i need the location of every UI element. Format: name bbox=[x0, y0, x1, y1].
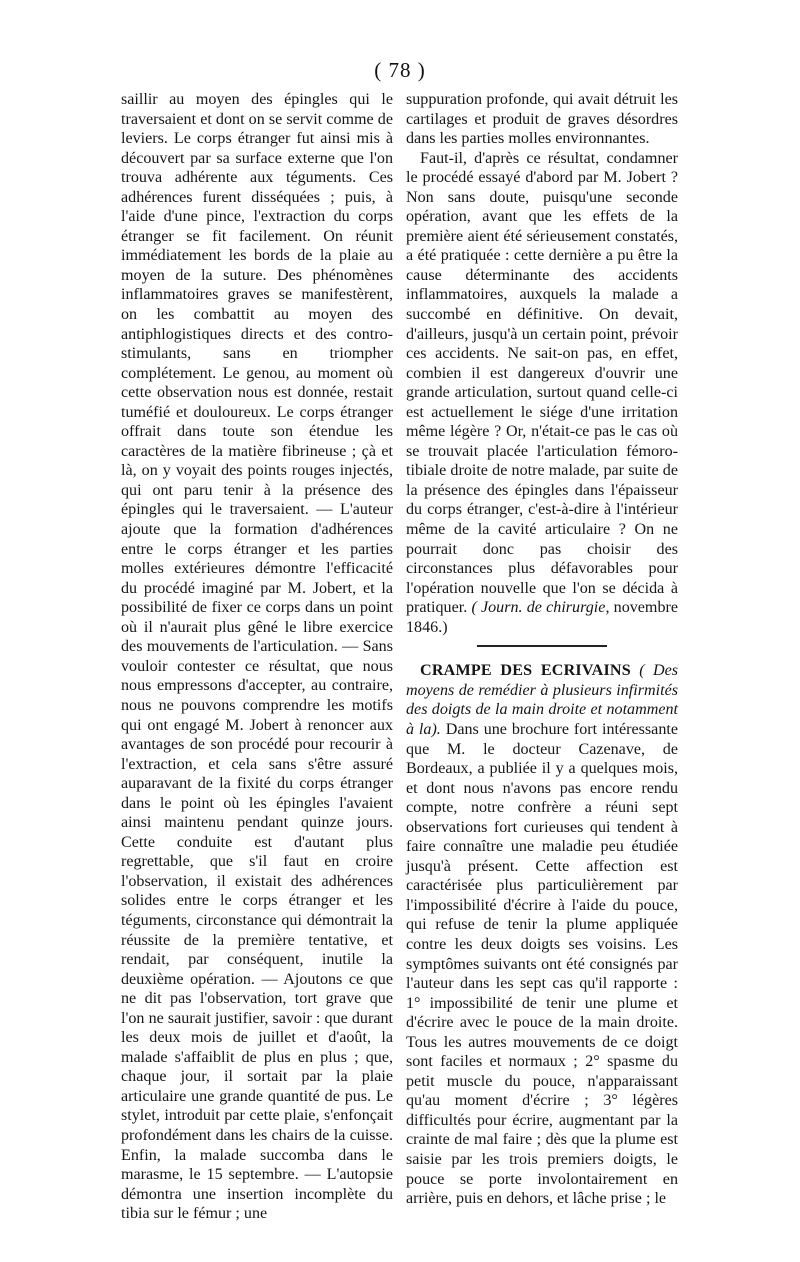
right-column bbox=[406, 90, 678, 1209]
right-paragraph-continuation: suppuration profonde, qui avait détruit les cartilages et produit de graves désordres dans les parties molles environnantes. bbox=[406, 91, 678, 148]
section-divider bbox=[477, 645, 607, 647]
article-subtitle: ( Des moyens de remédier à plusieurs infirmités des doigts de la main droite et notamment à la). bbox=[406, 662, 678, 738]
citation-date: , novembre 1846.) bbox=[406, 599, 679, 636]
article-body: Dans une brochure fort intéressante que M. le docteur Cazenave, de Bordeaux, a publiée il y a quelques mois, et dont nous n'avons pas encore rendu compte, notre confrère a réuni sept observations fort curieuses qui tendent à faire connaître une maladie peu étudiée jusqu'à présent. Cette affection est caractérisée plus particulièrement par l'impossibilité d'écrire à l'aide du pouce, qui refuse de tenir la plume appliquée contre les deux doigts ses voisins. Les symptômes suivants ont été consignés par l'auteur dans les sept cas qu'il rapporte : 1° impossibilité de tenir une plume et d'écrire avec le pouce de la main droite. Tous les autres mouvements de ce doigt sont faciles et normaux ; 2° spasme du petit muscle du pouce, n'apparaissant qu'au moment d'écrire ; 3° légères difficultés pour écrire, augmentant par la crainte de mal faire ; dès que la plume est saisie par les trois premiers doigts, le pouce se porte involontairement en arrière, puis en dehors, et lâche prise ; le bbox=[406, 720, 678, 1208]
article-heading: CRAMPE DES ECRIVAINS bbox=[420, 662, 631, 680]
left-column bbox=[121, 90, 393, 1224]
journal-citation: ( Journ. de chirurgie bbox=[471, 599, 606, 617]
page-number: ( 78 ) bbox=[374, 58, 426, 82]
article-paragraph bbox=[406, 661, 678, 1208]
right-paragraph bbox=[406, 149, 678, 638]
left-paragraph: saillir au moyen des épingles qui le traversaient et dont on se servit comme de leviers. Le corps étranger fut ainsi mis à découvert par sa surface externe que l'on trouva adhérente aux téguments. Ces adhérences furent disséquées ; puis, à l'aide d'une pince, l'extraction du corps étranger se fit facilement. On réunit immédiatement les bords de la plaie au moyen de la suture. Des phénomènes inflammatoires graves se manifestèrent, on les combattit au moyen des antiphlogistiques directs et des contro-stimulants, sans en triompher complétement. Le genou, au moment où cette observation nous est donnée, restait tuméfié et douloureux. Le corps étranger offrait dans toute son étendue les caractères de la matière fibrineuse ; çà et là, on y voyait des points rouges injectés, qui ont paru tenir à la présence des épingles qui le traversaient. — L'auteur ajoute que la formation d'adhérences entre le corps étranger et les parties molles extérieures démontre l'efficacité du procédé imaginé par M. Jobert, et la possibilité de fixer ce corps dans un point où il n'aurait plus gêné le libre exercice des mouvements de l'articulation. — Sans vouloir contester ce résultat, que nous nous empressons d'accepter, au contraire, nous ne pouvons comprendre les motifs qui ont engagé M. Jobert à renoncer aux avantages de son procédé pour recourir à l'extraction, et cela sans s'être assuré auparavant de la fixité du corps étranger dans le point où les épingles l'avaient ainsi maintenu pendant quinze jours. Cette conduite est d'autant plus regrettable, que s'il faut en croire l'observation, il existait des adhérences solides entre le corps étranger et les téguments, circonstance qui démontrait la réussite de la première tentative, et rendait, par conséquent, inutile la deuxième opération. — Ajoutons ce que ne dit pas l'observation, tort grave que l'on ne saurait justifier, savoir : que durant les deux mois de juillet et d'août, la malade s'affaiblit de plus en plus ; que, chaque jour, il sortait par la plaie articulaire une grande quantité de pus. Le stylet, introduit par cette plaie, s'enfonçait profondément dans les chairs de la cuisse. Enfin, la malade succomba dans le marasme, le 15 septembre. — L'autopsie démontra une insertion incomplète du tibia sur le fémur ; une bbox=[121, 91, 393, 1223]
right-paragraph-text: Faut-il, d'après ce résultat, condamner le procédé essayé d'abord par M. Jobert ? Non sans doute, puisqu'une seconde opération, avant que les effets de la première aient été sérieusement constatés, a été pratiquée : cette dernière a pu être la cause déterminante des accidents inflammatoires, auxquels la malade a succombé en définitive. On devait, d'ailleurs, jusqu'à un certain point, prévoir ces accidents. Ne sait-on pas, en effet, combien il est dangereux d'ouvrir une grande articulation, surtout quand celle-ci est actuellement le siége d'une irritation même légère ? Or, n'était-ce pas le cas où se trouvait placée l'articulation fémoro-tibiale droite de notre malade, par suite de la présence des épingles dans l'épaisseur du corps étranger, c'est-à-dire à l'intérieur même de la cavité articulaire ? On ne pourrait donc pas choisir des circonstances plus défavorables pour l'opération nouvelle que l'on se décida à pratiquer. bbox=[406, 149, 678, 617]
